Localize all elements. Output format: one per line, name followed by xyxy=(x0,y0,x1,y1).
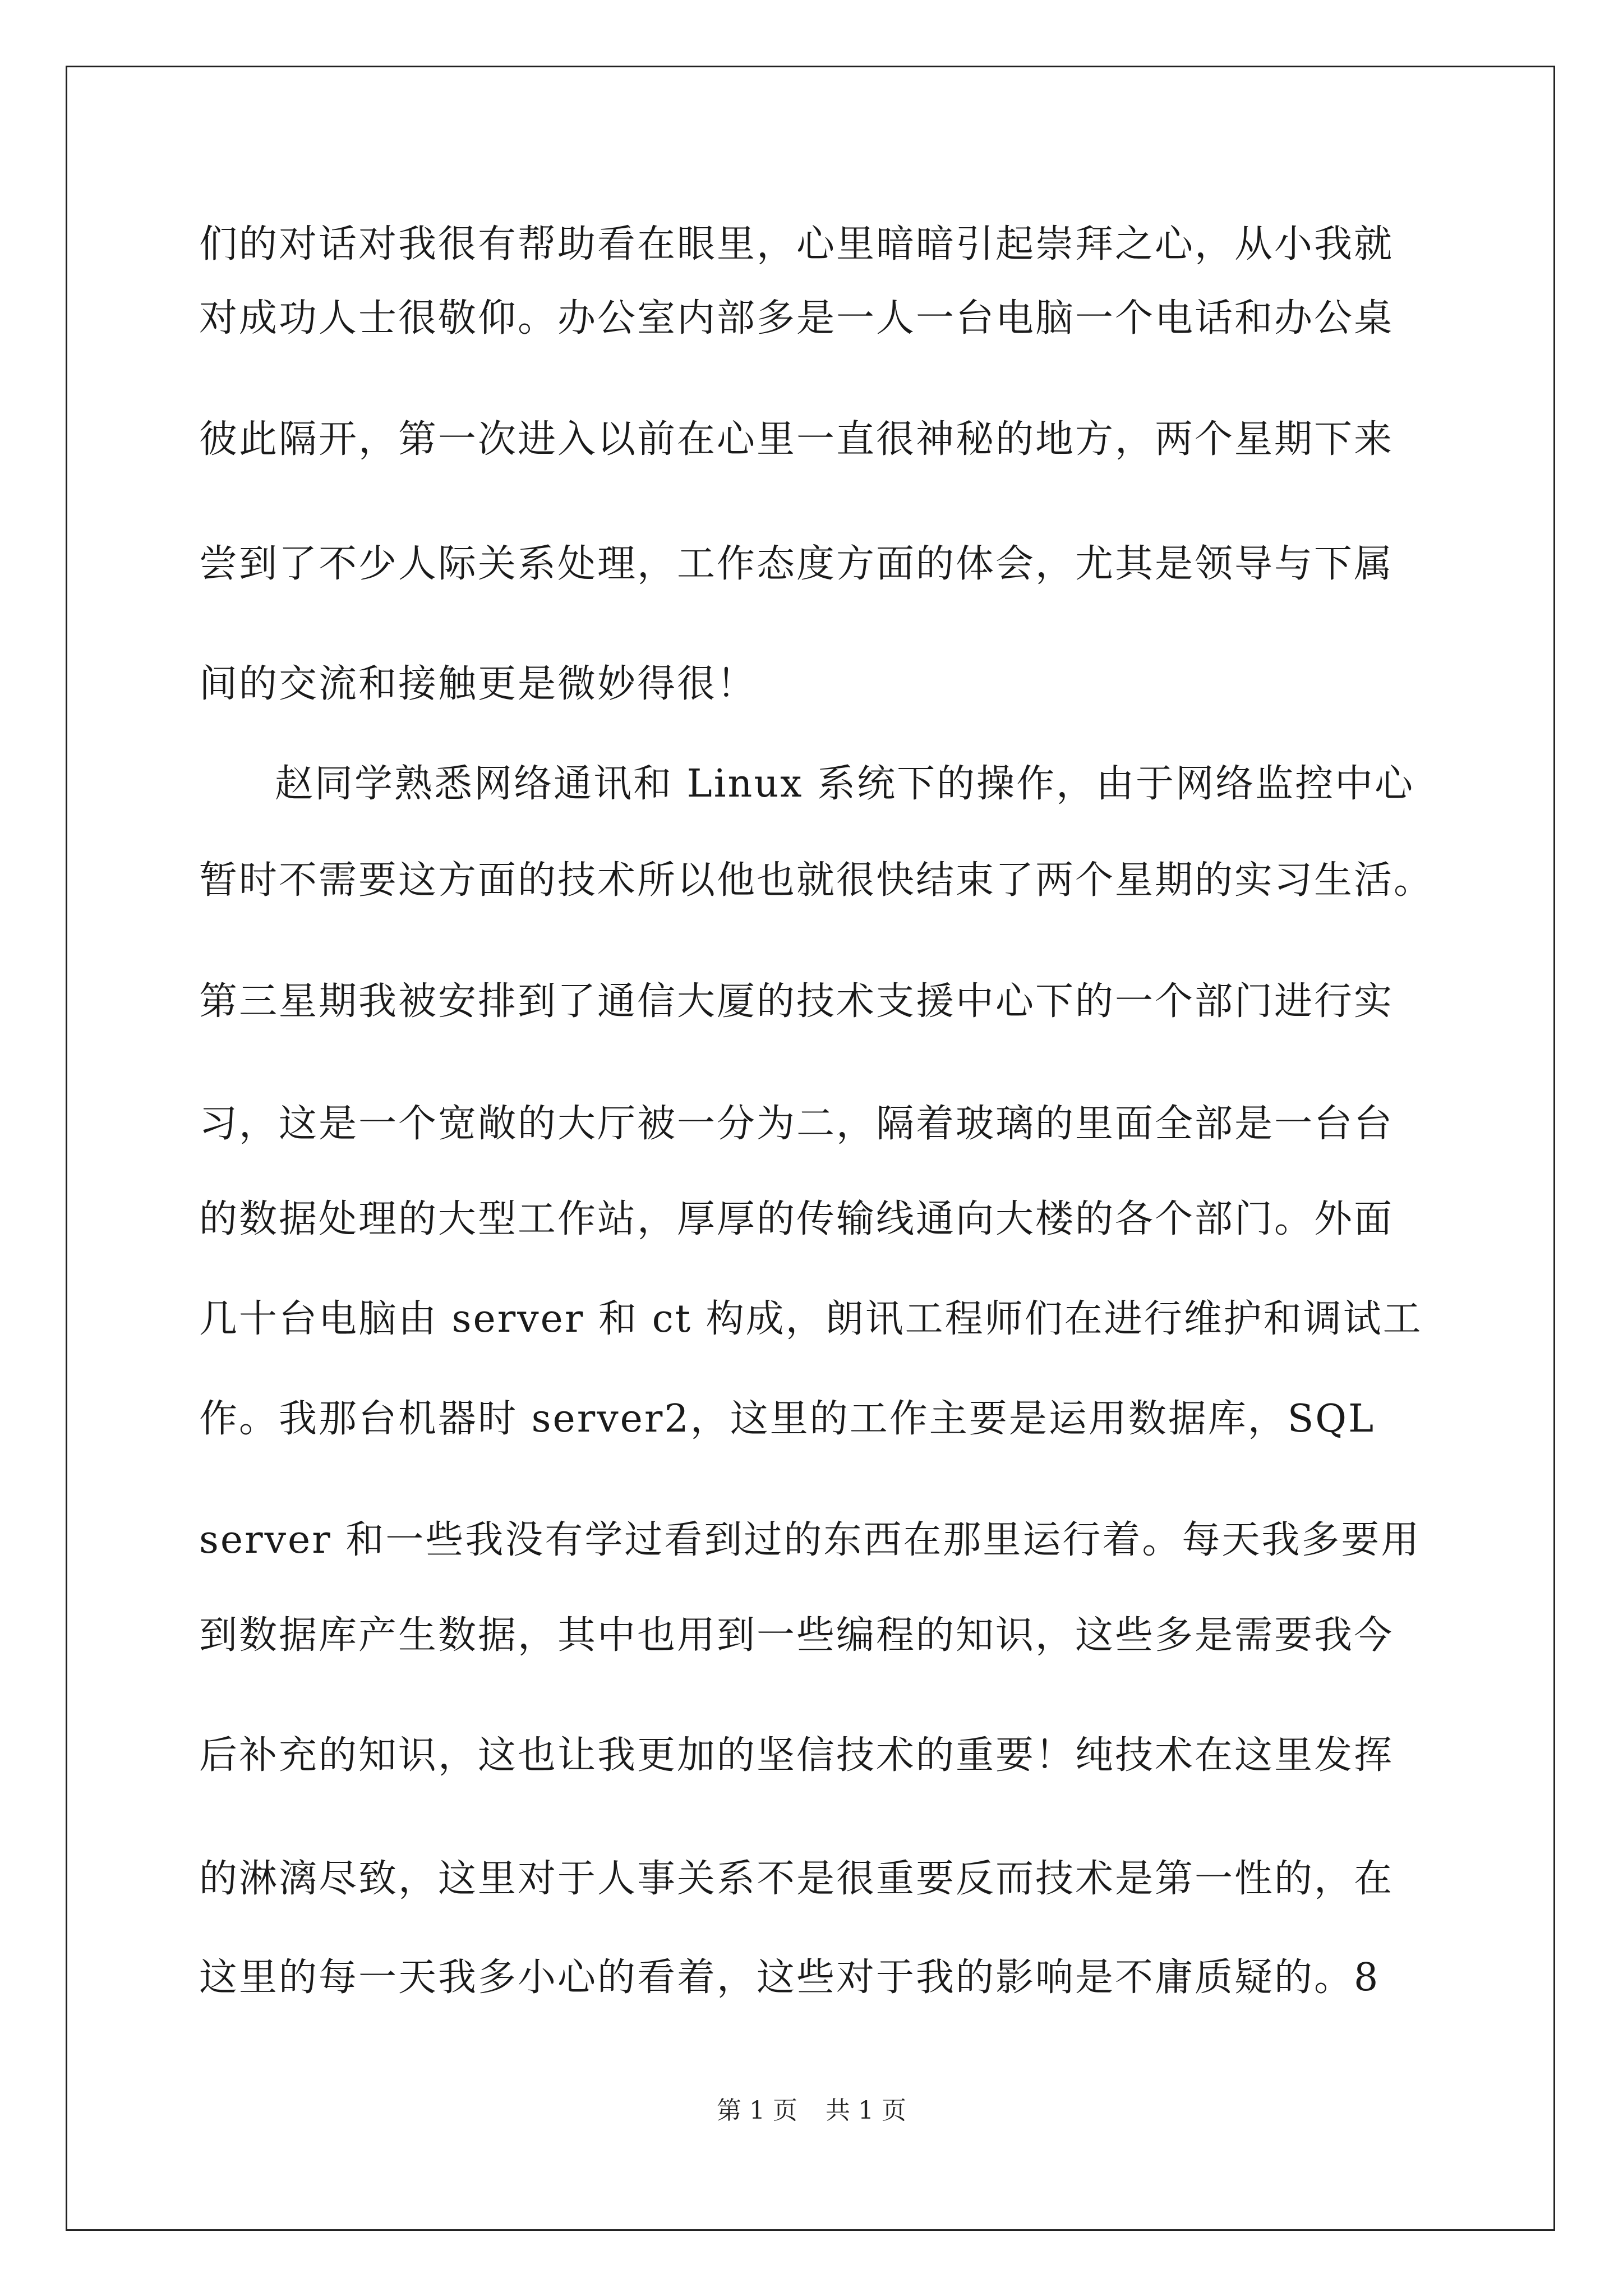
body-line-1: 们的对话对我很有帮助看在眼里，心里暗暗引起崇拜之心，从小我就 xyxy=(199,222,1394,266)
body-line-15: 后补充的知识，这也让我更加的坚信技术的重要！纯技术在这里发挥 xyxy=(199,1733,1394,1778)
body-line-13: server 和一些我没有学过看到过的东西在那里运行着。每天我多要用 xyxy=(199,1518,1421,1562)
body-line-12: 作。我那台机器时 server2，这里的工作主要是运用数据库，SQL xyxy=(199,1397,1376,1441)
body-line-2: 对成功人士很敬仰。办公室内部多是一人一台电脑一个电话和办公桌 xyxy=(199,296,1394,341)
page-total: 共 1 页 xyxy=(826,2096,906,2125)
page-number: 第 1 页 xyxy=(717,2096,797,2125)
body-line-9: 习，这是一个宽敞的大厅被一分为二，隔着玻璃的里面全部是一台台 xyxy=(199,1102,1394,1146)
body-line-3: 彼此隔开，第一次进入以前在心里一直很神秘的地方，两个星期下来 xyxy=(199,417,1394,462)
body-line-11: 几十台电脑由 server 和 ct 构成，朗讯工程师们在进行维护和调试工 xyxy=(199,1297,1423,1341)
body-line-17: 这里的每一天我多小心的看着，这些对于我的影响是不庸质疑的。8 xyxy=(199,1955,1380,2000)
body-line-8: 第三星期我被安排到了通信大厦的技术支援中心下的一个部门进行实 xyxy=(199,979,1394,1024)
body-line-14: 到数据库产生数据，其中也用到一些编程的知识，这些多是需要我今 xyxy=(199,1613,1394,1658)
page-footer xyxy=(0,2095,1623,2127)
body-line-10: 的数据处理的大型工作站，厚厚的传输线通向大楼的各个部门。外面 xyxy=(199,1197,1394,1241)
body-line-16: 的淋漓尽致，这里对于人事关系不是很重要反而技术是第一性的，在 xyxy=(199,1857,1394,1901)
body-line-6: 赵同学熟悉网络通讯和 Linux 系统下的操作，由于网络监控中心 xyxy=(275,762,1415,806)
body-line-4: 尝到了不少人际关系处理，工作态度方面的体会，尤其是领导与下属 xyxy=(199,542,1394,586)
body-line-5: 间的交流和接触更是微妙得很！ xyxy=(199,662,757,706)
page-border xyxy=(66,66,1555,2231)
body-line-7: 暂时不需要这方面的技术所以他也就很快结束了两个星期的实习生活。 xyxy=(199,858,1434,903)
